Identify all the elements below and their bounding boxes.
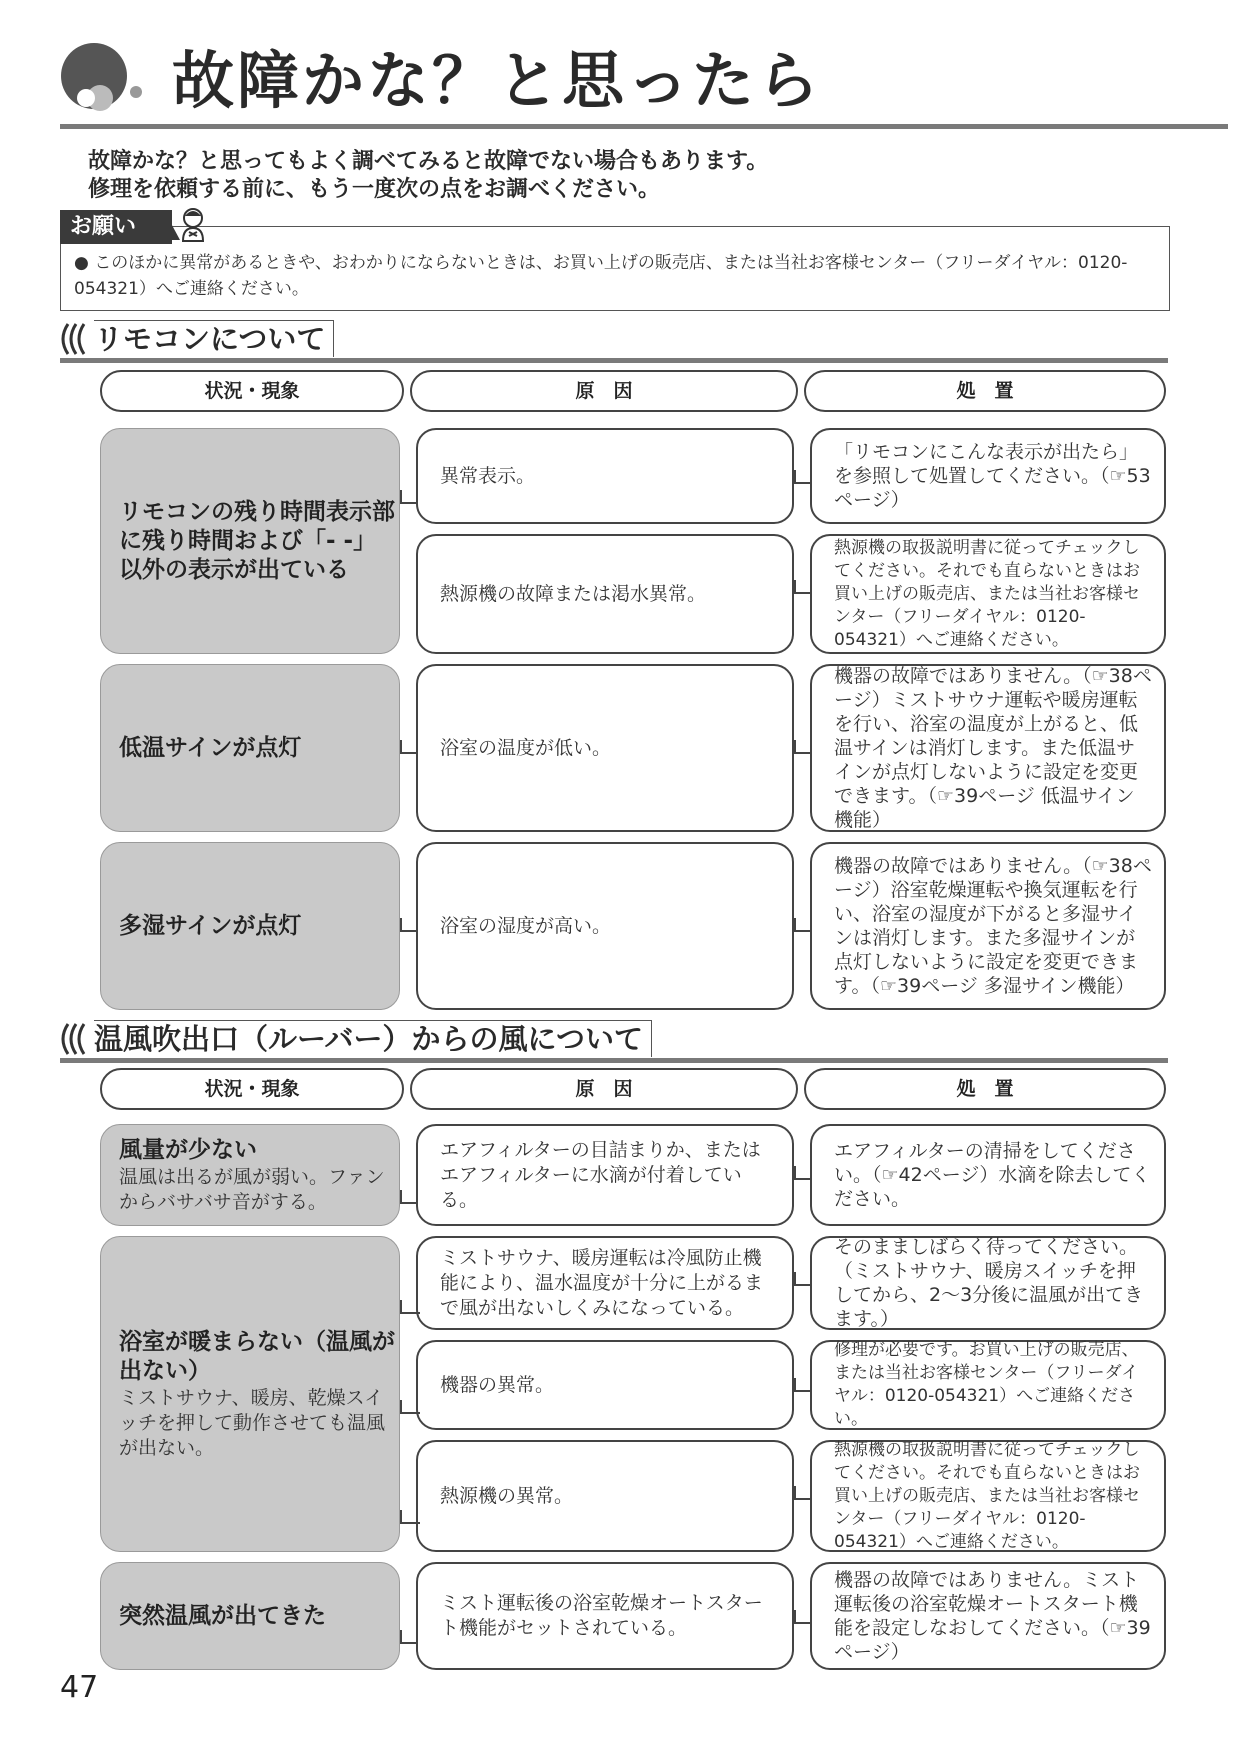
cause-box: 熱源機の故障または渇水異常。 [416, 534, 794, 654]
section-title-louver: 温風吹出口（ルーバー）からの風について [94, 1020, 652, 1057]
connector [400, 1510, 420, 1524]
cause-box: ミストサウナ、暖房運転は冷風防止機能により、温水温度が十分に上がるまで風が出ないしくみになっている。 [416, 1236, 794, 1330]
col-header-situation: 状況・現象 [100, 370, 404, 412]
page-number: 47 [60, 1670, 99, 1705]
section-rule [60, 1058, 1168, 1063]
cause-box: エアフィルターの目詰まりか、またはエアフィルターに水滴が付着している。 [416, 1124, 794, 1226]
situation-box [100, 1124, 400, 1226]
intro-text [88, 148, 768, 204]
col-header-remedy: 処 置 [804, 1068, 1166, 1110]
remedy-box: 機器の故障ではありません。（☞38ページ）ミストサウナ運転や暖房運転を行い、浴室の温度が上がると、低温サインは消灯します。また低温サインが点灯しないように設定を変更できます。（☞39ページ 低温サイン機能） [810, 664, 1166, 832]
section-title-remote: リモコンについて [94, 320, 334, 357]
page-title: 故障かな？と思ったら [172, 44, 823, 117]
note-text: ● このほかに異常があるときや、おわかりにならないときは、お買い上げの販売店、または当社お客様センター（フリーダイヤル：0120-054321）へご連絡ください。 [74, 253, 1128, 299]
situation-text: 浴室が暖まらない（温風が出ない） [119, 1328, 395, 1384]
remedy-box: 修理が必要です。お買い上げの販売店、または当社お客様センター（フリーダイヤル：0120-054321）へご連絡ください。 [810, 1340, 1166, 1430]
situation-text: 多湿サインが点灯 [119, 912, 302, 939]
remedy-box: 機器の故障ではありません。ミスト運転後の浴室乾燥オートスタート機能を設定しなおしてください。（☞39ページ） [810, 1562, 1166, 1670]
connector [400, 1400, 420, 1414]
section-rule [60, 358, 1168, 363]
situation-box [100, 428, 400, 654]
remedy-box: 熱源機の取扱説明書に従ってチェックしてください。それでも直らないときはお買い上げの販売店、または当社お客様センター（フリーダイヤル：0120-054321）へご連絡ください。 [810, 1440, 1166, 1552]
note-tag-tail [166, 214, 180, 240]
intro-line-2: 修理を依頼する前に、もう一度次の点をお調べください。 [88, 177, 661, 202]
title-rule [60, 124, 1228, 129]
cause-box: 機器の異常。 [416, 1340, 794, 1430]
situation-subtext: ミストサウナ、暖房、乾燥スイッチを押して動作させても温風が出ない。 [119, 1386, 386, 1459]
remedy-box: 機器の故障ではありません。（☞38ページ）浴室乾燥運転や換気運転を行い、浴室の湿度が下がると多湿サインは消灯します。また多湿サインが点灯しないように設定を変更できます。（☞39ページ 多湿サイン機能） [810, 842, 1166, 1010]
col-header-cause: 原 因 [410, 370, 798, 412]
section-deco-icon [56, 1022, 92, 1056]
situation-box [100, 1236, 400, 1552]
situation-box [100, 664, 400, 832]
col-header-cause: 原 因 [410, 1068, 798, 1110]
cause-box: 浴室の湿度が高い。 [416, 842, 794, 1010]
remedy-box: 熱源機の取扱説明書に従ってチェックしてください。それでも直らないときはお買い上げの販売店、または当社お客様センター（フリーダイヤル：0120-054321）へご連絡ください。 [810, 534, 1166, 654]
situation-subtext: 温風は出るが風が弱い。ファンからバサバサ音がする。 [119, 1165, 385, 1213]
situation-box [100, 842, 400, 1010]
situation-text: 低温サインが点灯 [119, 734, 302, 761]
situation-text: 突然温風が出てきた [119, 1602, 326, 1629]
cause-box: 熱源機の異常。 [416, 1440, 794, 1552]
col-header-remedy: 処 置 [804, 370, 1166, 412]
remedy-box: そのまましばらく待ってください。（ミストサウナ、暖房スイッチを押してから、2〜3分後に温風が出てきます。） [810, 1236, 1166, 1330]
cause-box: ミスト運転後の浴室乾燥オートスタート機能がセットされている。 [416, 1562, 794, 1670]
remedy-box: 「リモコンにこんな表示が出たら」を参照して処置してください。（☞53ページ） [810, 428, 1166, 524]
col-header-situation: 状況・現象 [100, 1068, 404, 1110]
situation-box [100, 1562, 400, 1670]
situation-text: リモコンの残り時間表示部に残り時間および「- -」以外の表示が出ている [119, 498, 395, 583]
situation-text: 風量が少ない [119, 1136, 257, 1163]
person-icon [180, 208, 206, 242]
cause-box: 異常表示。 [416, 428, 794, 524]
cause-box: 浴室の温度が低い。 [416, 664, 794, 832]
title-bullet-icon [60, 42, 152, 112]
connector [400, 1300, 420, 1314]
section-deco-icon [56, 322, 92, 356]
remedy-box: エアフィルターの清掃をしてください。（☞42ページ）水滴を除去してください。 [810, 1124, 1166, 1226]
note-tag: お願い [60, 210, 172, 244]
intro-line-1: 故障かな？と思ってもよく調べてみると故障でない場合もあります。 [88, 149, 769, 174]
